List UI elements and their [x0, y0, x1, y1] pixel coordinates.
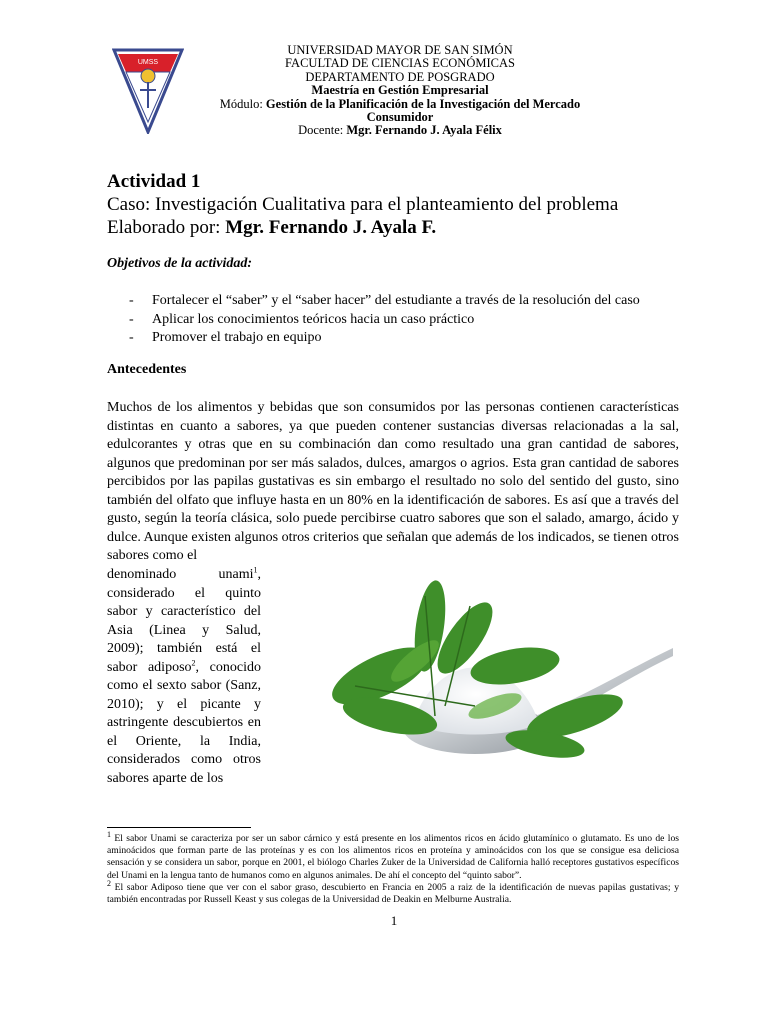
module-label: Módulo: — [219, 96, 266, 111]
footnote-number: 2 — [107, 878, 111, 888]
activity-title: Actividad 1 — [107, 171, 201, 192]
department-name: DEPARTAMENTO DE POSGRADO — [305, 69, 495, 84]
title-block — [107, 170, 687, 239]
footnotes — [107, 829, 679, 906]
program-name: Maestría en Gestión Empresarial — [311, 83, 489, 98]
author-name: Mgr. Fernando J. Ayala F. — [225, 217, 437, 238]
background-column-text — [107, 566, 261, 788]
module-line — [190, 98, 610, 125]
column-text-part: denominado unami — [107, 567, 254, 582]
case-title: Caso: Investigación Cualitativa para el planteamiento del problema — [107, 194, 619, 215]
column-text-part: , considerado el quinto sabor y característico del Asia (Linea y Salud, 2009); también está el sabor adiposo — [107, 567, 261, 675]
footnote-ref: 2 — [191, 657, 196, 667]
module-value: Gestión de la Planificación de la Investigación del Mercado Consumidor — [265, 96, 581, 125]
list-item: - Aplicar los conocimientos teóricos hacia un caso práctico — [129, 311, 475, 327]
background-heading: Antecedentes — [107, 362, 187, 377]
author-line — [107, 216, 687, 239]
column-text-part: , conocido como el sexto sabor (Sanz, 2010); y el picante y astringente descubiertos en el Oriente, la India, considerados como otros sabores aparte de los — [107, 659, 261, 786]
document-header — [190, 44, 610, 138]
footnote-1 — [107, 829, 679, 882]
teacher-value: Mgr. Fernando J. Ayala Félix — [346, 123, 502, 138]
background-paragraph: Muchos de los alimentos y bebidas que son consumidos por las personas contienen características distintas en cuanto a sabores, ya que pueden contener sustancias diversas relacionadas a la sal, edulcorantes y otras que en su combinación dan como resultado una gran cantidad de sabores, algunos que predominan por ser más salados, dulces, amargos o agrios. Esta gran cantidad de sabores percibidos por las papilas gustativas es sin embargo el resultado no solo del sentido del gusto, sino también del olfato que influye hasta en un 80% en la identificación de sabores. Es así que a través del gusto, según la teoría clásica, solo puede percibirse cuatro sabores que son el salado, amargo, ácido y dulce. Aunque existen algunos otros criterios que señalan que además de los indicados, se tienen otros sabores como el — [107, 400, 679, 563]
footnote-text: El sabor Adiposo tiene que ver con el sabor graso, descubierto en Francia en 2005 a raiz de la identificación de nuevas papilas gustativas; y también encontradas por Russell Keast y sus colegas de la Universidad de Deakin en Melburne Australia. — [107, 881, 679, 906]
teacher-line — [190, 124, 610, 137]
objective-text: Fortalecer el “saber” y el “saber hacer” del estudiante a través de la resolución del caso — [152, 293, 640, 308]
stevia-sugar-spoon-image — [295, 566, 675, 784]
author-label: Elaborado por: — [107, 217, 226, 238]
footnote-separator — [107, 827, 251, 828]
objectives-heading: Objetivos de la actividad: — [107, 256, 253, 271]
teacher-label: Docente: — [298, 123, 347, 138]
list-item: - Promover el trabajo en equipo — [129, 330, 322, 345]
university-name: UNIVERSIDAD MAYOR DE SAN SIMÓN — [287, 43, 513, 57]
faculty-name: FACULTAD DE CIENCIAS ECONÓMICAS — [285, 56, 515, 71]
logo-text: UMSS — [137, 59, 159, 66]
footnote-2 — [107, 878, 679, 906]
footnote-ref: 1 — [253, 565, 258, 575]
objective-text: Aplicar los conocimientos teóricos hacia un caso práctico — [152, 311, 475, 327]
footnote-text: El sabor Unami se caracteriza por ser un sabor cárnico y está presente en los alimentos ricos en ácido glutamínico o glutamato. Es uno de los aminoácidos que forman parte de las proteínas y es con los alimentos ricos en proteína y aminoácidos con los que se consigue esa deliciosa sensación y se considera un sabor, porque en 2001, el biólogo Charles Zuker de la Universidad de California halló receptores gustativos específicos del Unami en la lengua tanto de humanos como en algunos animales. De ahí el concepto del “quinto sabor”. — [107, 833, 679, 881]
objective-text: Promover el trabajo en equipo — [152, 330, 322, 345]
footnote-number: 1 — [107, 829, 111, 839]
university-logo — [112, 46, 184, 134]
objectives-list — [107, 292, 687, 348]
list-item: - Fortalecer el “saber” y el “saber hacer” del estudiante a través de la resolución del caso — [129, 293, 640, 308]
page-number: 1 — [390, 913, 398, 928]
